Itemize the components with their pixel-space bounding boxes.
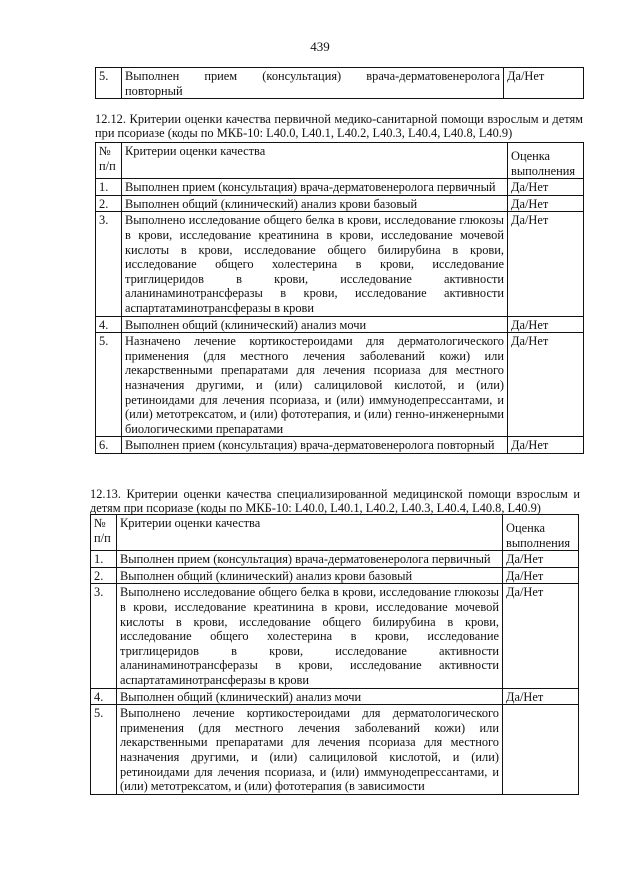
table-row xyxy=(91,688,579,705)
criteria-text: Выполнен общий (клинический) анализ крови базовый xyxy=(117,567,503,584)
criteria-text: Назначено лечение кортикостероидами для дерматологического применения (для местного лечения заболеваний кожи) или лекарственными препаратами для лечения псориаза для местного назначения другими, и (или) салициловой кислотой, и (или) ретиноидами для лечения псориаза, и (или) иммунодепрессантами, и (или) метотрексатом, и (или) фототерапия, и (или) генно-инженерными биологическими препаратами xyxy=(122,333,508,437)
row-number: 2. xyxy=(91,567,117,584)
table-row xyxy=(96,333,584,437)
header-criteria: Критерии оценки качества xyxy=(117,515,503,551)
evaluation-cell: Да/Нет xyxy=(503,551,579,568)
row-number: 5. xyxy=(96,333,122,437)
header-number: № п/п xyxy=(91,515,117,551)
evaluation-cell: Да/Нет xyxy=(503,584,579,688)
table-row xyxy=(91,584,579,688)
criteria-text: Выполнен общий (клинический) анализ крови базовый xyxy=(122,195,508,212)
section-heading-12-12: 12.12. Критерии оценки качества первичной медико-санитарной помощи взрослым и детям при псориазе (коды по МКБ-10: L40.0, L40.1, L40.2, L40.3, L40.4, L40.8, L40.9) xyxy=(95,112,583,140)
evaluation-cell: Да/Нет xyxy=(508,179,584,196)
evaluation-cell: Да/Нет xyxy=(503,567,579,584)
header-criteria: Критерии оценки качества xyxy=(122,143,508,179)
criteria-text: Выполнено исследование общего белка в крови, исследование глюкозы в крови, исследование креатинина в крови, исследование мочевой кислоты в крови, исследование общего билирубина в крови, исследование общего холестерина в крови, исследование триглицеридов в крови, исследование активности аланинаминотрансферазы в крови, исследование активности аспартатаминотрансферазы в крови xyxy=(122,212,508,316)
top-criteria-table xyxy=(95,67,584,99)
criteria-text-line: Выполнен прием (консультация) врача-дерматовенеролога xyxy=(125,69,500,83)
criteria-text-line: повторный xyxy=(125,83,183,98)
evaluation-cell: Да/Нет xyxy=(508,437,584,454)
criteria-text: Выполнено лечение кортикостероидами для дерматологического применения (для местного лечения заболеваний кожи) или лекарственными препаратами для лечения псориаза для местного назначения другими, и (или) салициловой кислотой, и (или) ретиноидами для лечения псориаза, и (или) иммунодепрессантами, и (или) метотрексатом, и (или) фототерапия (в зависимости xyxy=(117,705,503,795)
criteria-text: Выполнен прием (консультация) врача-дерматовенеролога повторный xyxy=(122,437,508,454)
evaluation-cell: Да/Нет xyxy=(503,688,579,705)
row-number: 4. xyxy=(91,688,117,705)
criteria-text xyxy=(122,68,504,99)
header-evaluation: Оценка выполнения xyxy=(503,515,579,551)
header-number: № п/п xyxy=(96,143,122,179)
criteria-text: Выполнен прием (консультация) врача-дерматовенеролога первичный xyxy=(117,551,503,568)
table-row xyxy=(96,316,584,333)
evaluation-cell: Да/Нет xyxy=(504,68,584,99)
table-row xyxy=(91,567,579,584)
section-heading-12-13: 12.13. Критерии оценки качества специализированной медицинской помощи взрослым и детям при псориазе (коды по МКБ-10: L40.0, L40.1, L40.2, L40.3, L40.4, L40.8, L40.9) xyxy=(90,487,580,515)
row-number: 2. xyxy=(96,195,122,212)
evaluation-cell: Да/Нет xyxy=(508,316,584,333)
table-row xyxy=(96,212,584,316)
evaluation-cell: Да/Нет xyxy=(508,333,584,437)
row-number: 3. xyxy=(96,212,122,316)
row-number: 6. xyxy=(96,437,122,454)
evaluation-cell: Да/Нет xyxy=(508,195,584,212)
row-number: 1. xyxy=(96,179,122,196)
row-number: 5. xyxy=(91,705,117,795)
criteria-text: Выполнен прием (консультация) врача-дерматовенеролога первичный xyxy=(122,179,508,196)
header-evaluation: Оценка выполнения xyxy=(508,143,584,179)
criteria-text: Выполнен общий (клинический) анализ мочи xyxy=(117,688,503,705)
table-row xyxy=(96,68,584,99)
criteria-table-12-12 xyxy=(95,142,584,454)
criteria-text: Выполнен общий (клинический) анализ мочи xyxy=(122,316,508,333)
row-number: 3. xyxy=(91,584,117,688)
table-row xyxy=(96,195,584,212)
table-header-row xyxy=(96,143,584,179)
criteria-table-12-13 xyxy=(90,514,579,795)
row-number: 5. xyxy=(96,68,122,99)
table-row xyxy=(91,705,579,795)
evaluation-cell xyxy=(503,705,579,795)
evaluation-cell: Да/Нет xyxy=(508,212,584,316)
table-row xyxy=(91,551,579,568)
table-header-row xyxy=(91,515,579,551)
row-number: 4. xyxy=(96,316,122,333)
table-row xyxy=(96,437,584,454)
page-number: 439 xyxy=(310,39,330,54)
row-number: 1. xyxy=(91,551,117,568)
criteria-text: Выполнено исследование общего белка в крови, исследование глюкозы в крови, исследование креатинина в крови, исследование мочевой кислоты в крови, исследование общего билирубина в крови, исследование общего холестерина в крови, исследование триглицеридов в крови, исследование активности аланинаминотрансферазы в крови, исследование активности аспартатаминотрансферазы в крови xyxy=(117,584,503,688)
table-row xyxy=(96,179,584,196)
